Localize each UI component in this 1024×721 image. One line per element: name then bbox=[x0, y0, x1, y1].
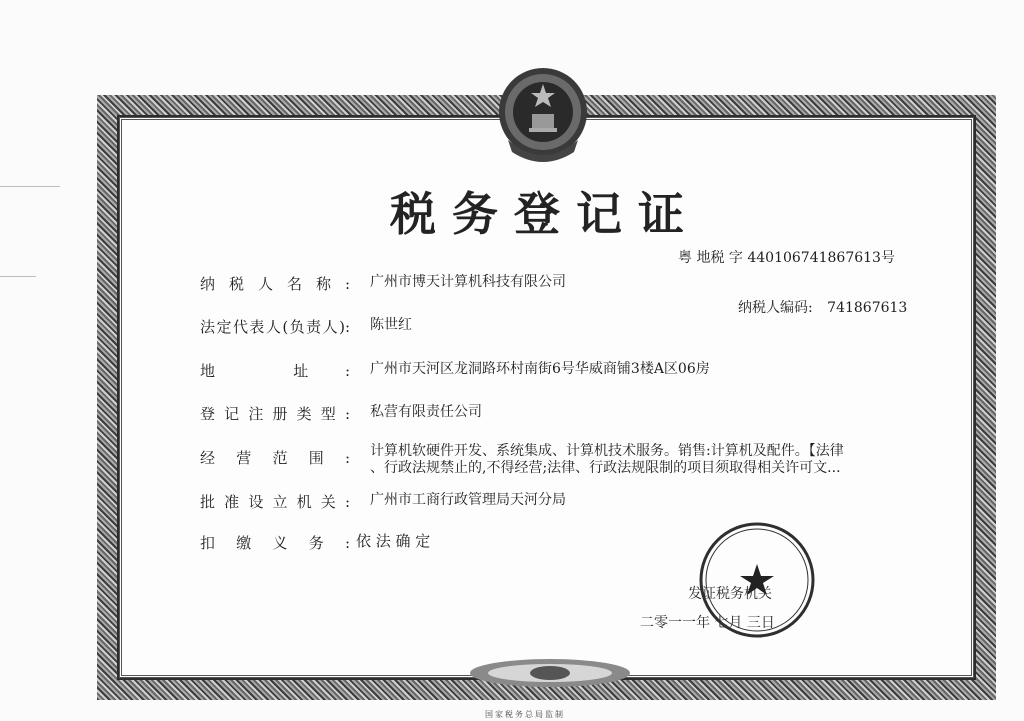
issuing-authority: 发证税务机关 bbox=[688, 586, 772, 602]
bottom-ornament-icon bbox=[465, 655, 635, 689]
registration-number: 粤 地税 字 440106741867613号 bbox=[678, 250, 895, 266]
national-emblem-icon bbox=[496, 60, 590, 170]
business-scope-label: 经营范围: bbox=[200, 449, 350, 467]
withholding-duty-label: 扣缴义务: bbox=[200, 534, 350, 552]
approval-authority-label: 批准设立机关: bbox=[200, 493, 350, 511]
legal-rep-label: 法定代表人(负责人): bbox=[200, 318, 350, 336]
approval-authority-value: 广州市工商行政管理局天河分局 bbox=[370, 492, 566, 508]
business-scope-line: 、行政法规禁止的,不得经营;法律、行政法规限制的项目须取得相关许可文... bbox=[370, 460, 841, 476]
taxpayer-code-label: 纳税人编码: bbox=[738, 300, 813, 316]
official-seal-icon bbox=[697, 520, 817, 640]
legal-rep-value: 陈世红 bbox=[370, 317, 412, 333]
taxpayer-code-value: 741867613 bbox=[827, 300, 908, 316]
footer-supervisor: 国家税务总局监制 bbox=[485, 710, 565, 719]
reg-type-label: 登记注册类型: bbox=[200, 405, 350, 423]
business-scope-line: 计算机软硬件开发、系统集成、计算机技术服务。销售:计算机及配件。【法律 bbox=[370, 443, 844, 459]
business-scope-value bbox=[370, 443, 945, 477]
address-label: 地 址: bbox=[200, 362, 350, 380]
issue-date: 二零一一年 七月 三日 bbox=[640, 615, 775, 631]
taxpayer-code bbox=[738, 297, 907, 317]
certificate-title: 税务登记证 bbox=[390, 187, 700, 241]
reg-type-value: 私营有限责任公司 bbox=[370, 404, 482, 420]
address-value: 广州市天河区龙洞路环村南街6号华威商铺3楼A区06房 bbox=[370, 361, 710, 377]
withholding-duty-value: 依 法 确 定 bbox=[356, 532, 431, 550]
scan-artifact-line bbox=[0, 276, 36, 277]
taxpayer-name-value: 广州市博天计算机科技有限公司 bbox=[370, 274, 566, 290]
scan-artifact-line bbox=[0, 186, 60, 187]
taxpayer-name-label: 纳税人名称: bbox=[200, 275, 350, 293]
